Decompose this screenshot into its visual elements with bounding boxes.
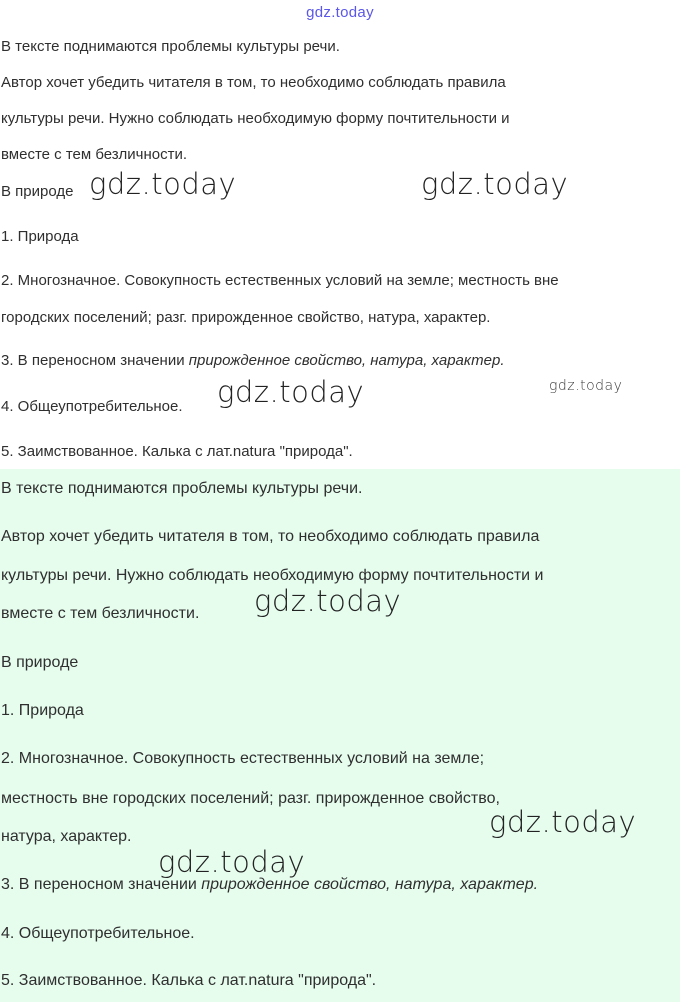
list-item: 1. Природа xyxy=(1,228,79,245)
list-item: 4. Общеупотребительное. xyxy=(1,925,195,942)
paragraph-line: культуры речи. Нужно соблюдать необходимую форму почтительности и xyxy=(1,110,510,127)
watermark: gdz.today xyxy=(254,584,402,618)
list-item-italic-text: прирожденное свойство, натура, характер. xyxy=(201,876,539,893)
paragraph-line: вместе с тем безличности. xyxy=(1,605,200,622)
paragraph-line: В природе xyxy=(1,654,79,671)
watermark: gdz.today xyxy=(89,167,237,201)
list-item-text: 3. В переносном значении xyxy=(1,352,189,369)
list-item: местность вне городских поселений; разг. прирожденное свойство, xyxy=(1,790,500,807)
paragraph-line: В тексте поднимаются проблемы культуры речи. xyxy=(1,38,340,55)
paragraph-line: культуры речи. Нужно соблюдать необходимую форму почтительности и xyxy=(1,567,544,584)
list-item: 2. Многозначное. Совокупность естественных условий на земле; местность вне xyxy=(1,272,559,289)
paragraph-line: В тексте поднимаются проблемы культуры речи. xyxy=(1,480,363,497)
paragraph-line: В природе xyxy=(1,183,74,200)
list-item xyxy=(1,352,504,369)
watermark: gdz.today xyxy=(421,167,569,201)
list-item: 5. Заимствованное. Калька с лат.natura "природа". xyxy=(1,443,353,460)
paragraph-line: вместе с тем безличности. xyxy=(1,146,187,163)
list-item: городских поселений; разг. прирожденное свойство, натура, характер. xyxy=(1,309,491,326)
list-item-text: 3. В переносном значении xyxy=(1,876,202,893)
watermark: gdz.today xyxy=(158,845,306,879)
watermark: gdz.today xyxy=(217,375,365,409)
list-item: 4. Общеупотребительное. xyxy=(1,398,183,415)
list-item: 2. Многозначное. Совокупность естественных условий на земле; xyxy=(1,750,485,767)
top-watermark: gdz.today xyxy=(306,4,374,21)
watermark: gdz.today xyxy=(549,378,623,394)
list-item: 5. Заимствованное. Калька с лат.natura "природа". xyxy=(1,972,377,989)
watermark: gdz.today xyxy=(489,805,637,839)
paragraph-line: Автор хочет убедить читателя в том, то необходимо соблюдать правила xyxy=(1,74,506,91)
highlighted-answer-panel xyxy=(0,469,680,1002)
list-item: 1. Природа xyxy=(1,702,84,719)
list-item-italic-text: прирожденное свойство, натура, характер. xyxy=(188,352,505,369)
list-item: натура, характер. xyxy=(1,828,132,845)
paragraph-line: Автор хочет убедить читателя в том, то необходимо соблюдать правила xyxy=(1,528,540,545)
